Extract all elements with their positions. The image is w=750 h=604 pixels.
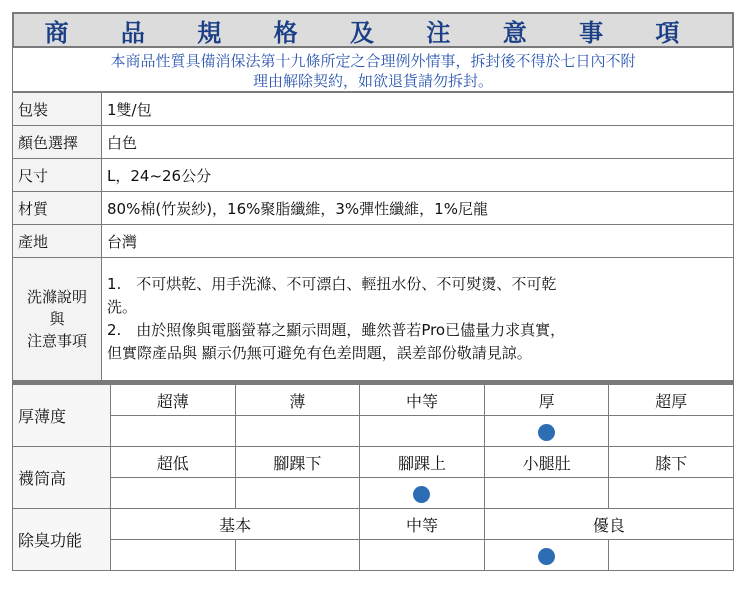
thickness-option: 中等 (360, 385, 485, 416)
rating-table (12, 384, 734, 571)
thickness-marks-row (13, 416, 734, 447)
height-option: 小腿肚 (484, 447, 609, 478)
wash-line: 但實際產品與 顯示仍無可避免有色差問題，誤差部份敬請見諒。 (107, 344, 532, 362)
spec-value: 1雙/包 (102, 93, 734, 126)
wash-key-line: 洗滌說明 (26, 288, 87, 306)
spec-value: 80%棉(竹炭紗)，16%聚脂纖維，3%彈性纖維，1%尼龍 (102, 192, 734, 225)
thickness-option: 超薄 (111, 385, 236, 416)
return-notice (12, 48, 734, 92)
height-option: 膝下 (609, 447, 734, 478)
height-selected-dot (413, 486, 430, 503)
spec-row (13, 225, 734, 258)
spec-value: 白色 (102, 126, 734, 159)
deodor-marks-row (13, 540, 734, 571)
deodor-options-row (13, 509, 734, 540)
deodor-mark (360, 540, 485, 571)
spec-row (13, 192, 734, 225)
thickness-option: 超厚 (609, 385, 734, 416)
wash-instructions (102, 258, 734, 381)
height-option: 腳踝下 (235, 447, 360, 478)
spec-key: 包裝 (13, 93, 102, 126)
height-mark (609, 478, 734, 509)
spec-row (13, 159, 734, 192)
thickness-options-row (13, 385, 734, 416)
spec-key: 顏色選擇 (13, 126, 102, 159)
thickness-option: 薄 (235, 385, 360, 416)
thickness-mark (484, 416, 609, 447)
height-options-row (13, 447, 734, 478)
wash-row (13, 258, 734, 381)
wash-line: 2. 由於照像與電腦螢幕之顯示問題，雖然普若Pro已儘量力求真實， (107, 321, 566, 339)
spec-value: L，24~26公分 (102, 159, 734, 192)
deodor-mark (484, 540, 609, 571)
deodor-option: 基本 (111, 509, 360, 540)
spec-value: 台灣 (102, 225, 734, 258)
rating-section (12, 381, 734, 571)
spec-table (12, 92, 734, 381)
height-label: 襪筒高 (13, 447, 111, 509)
spec-row (13, 126, 734, 159)
spec-sheet (12, 12, 734, 571)
spec-key: 產地 (13, 225, 102, 258)
height-marks-row (13, 478, 734, 509)
thickness-mark (111, 416, 236, 447)
deodor-option: 中等 (360, 509, 485, 540)
spec-key: 尺寸 (13, 159, 102, 192)
thickness-option: 厚 (484, 385, 609, 416)
wash-line: 1. 不可烘乾、用手洗滌、不可漂白、輕扭水份、不可熨燙、不可乾 (107, 275, 557, 293)
deodor-mark (111, 540, 236, 571)
notice-line-1: 本商品性質具備消保法第十九條所定之合理例外情事，拆封後不得於七日內不附 (110, 52, 636, 70)
thickness-mark (609, 416, 734, 447)
wash-line: 洗。 (107, 298, 138, 316)
spec-key: 材質 (13, 192, 102, 225)
deodor-label: 除臭功能 (13, 509, 111, 571)
wash-key-line: 與 (49, 310, 65, 328)
height-option: 超低 (111, 447, 236, 478)
thickness-mark (235, 416, 360, 447)
spec-row (13, 93, 734, 126)
notice-line-2: 理由解除契約，如欲退貨請勿拆封。 (252, 72, 493, 90)
height-mark (484, 478, 609, 509)
deodor-option: 優良 (484, 509, 733, 540)
wash-key (13, 258, 102, 381)
thickness-label: 厚薄度 (13, 385, 111, 447)
height-option: 腳踝上 (360, 447, 485, 478)
height-mark (111, 478, 236, 509)
page-title: 商 品 規 格 及 注 意 事 項 (12, 12, 734, 48)
height-mark (360, 478, 485, 509)
thickness-selected-dot (538, 424, 555, 441)
height-mark (235, 478, 360, 509)
thickness-mark (360, 416, 485, 447)
deodor-mark (609, 540, 734, 571)
deodor-selected-dot (538, 548, 555, 565)
deodor-mark (235, 540, 360, 571)
wash-key-line: 注意事項 (26, 332, 87, 350)
